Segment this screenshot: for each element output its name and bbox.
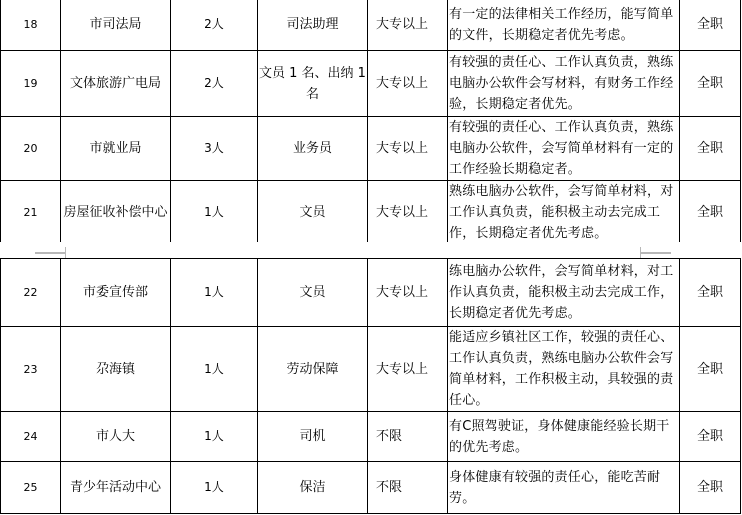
employment-type: 全职 bbox=[680, 327, 741, 412]
unit-name: 市委宣传部 bbox=[61, 259, 171, 327]
row-number: 22 bbox=[1, 259, 61, 327]
table-row bbox=[1, 462, 741, 514]
unit-name: 青少年活动中心 bbox=[61, 462, 171, 514]
job-table-part1 bbox=[0, 0, 741, 245]
employment-type: 全职 bbox=[680, 181, 741, 245]
table-row bbox=[1, 412, 741, 462]
job-requirement: 身体健康有较强的责任心，能吃苦耐劳。 bbox=[448, 462, 680, 514]
education-req: 大专以上 bbox=[368, 51, 448, 117]
headcount: 1人 bbox=[171, 181, 258, 245]
position-title: 文员 1 名、出纳 1 名 bbox=[258, 51, 368, 117]
position-title: 保洁 bbox=[258, 462, 368, 514]
page-break bbox=[0, 242, 742, 258]
unit-name: 房屋征收补偿中心 bbox=[61, 181, 171, 245]
employment-type: 全职 bbox=[680, 412, 741, 462]
row-number: 21 bbox=[1, 181, 61, 245]
position-title: 劳动保障 bbox=[258, 327, 368, 412]
position-title: 业务员 bbox=[258, 117, 368, 181]
employment-type: 全职 bbox=[680, 259, 741, 327]
row-number: 23 bbox=[1, 327, 61, 412]
employment-type: 全职 bbox=[680, 117, 741, 181]
unit-name: 市人大 bbox=[61, 412, 171, 462]
employment-type: 全职 bbox=[680, 462, 741, 514]
education-req: 大专以上 bbox=[368, 117, 448, 181]
position-title: 司法助理 bbox=[258, 0, 368, 51]
headcount: 1人 bbox=[171, 462, 258, 514]
job-table-part2 bbox=[0, 258, 741, 514]
job-requirement: 熟练电脑办公软件，会写简单材料，对工作认真负责，能积极主动去完成工作，长期稳定者优先考虑。 bbox=[448, 181, 680, 245]
position-title: 司机 bbox=[258, 412, 368, 462]
employment-type: 全职 bbox=[680, 0, 741, 51]
headcount: 2人 bbox=[171, 0, 258, 51]
employment-type: 全职 bbox=[680, 51, 741, 117]
headcount: 3人 bbox=[171, 117, 258, 181]
unit-name: 市司法局 bbox=[61, 0, 171, 51]
headcount: 1人 bbox=[171, 412, 258, 462]
table-row bbox=[1, 117, 741, 181]
row-number: 24 bbox=[1, 412, 61, 462]
job-requirement: 有较强的责任心、工作认真负责，熟练电脑办公软件，会写简单材料有一定的工作经验长期稳定者。 bbox=[448, 117, 680, 181]
table-row bbox=[1, 51, 741, 117]
headcount: 1人 bbox=[171, 259, 258, 327]
row-number: 19 bbox=[1, 51, 61, 117]
education-req: 大专以上 bbox=[368, 259, 448, 327]
position-title: 文员 bbox=[258, 259, 368, 327]
job-requirement: 有较强的责任心、工作认真负责，熟练电脑办公软件会写材料，有财务工作经验，长期稳定者优先。 bbox=[448, 51, 680, 117]
job-requirement: 练电脑办公软件，会写简单材料，对工作认真负责，能积极主动去完成工作，长期稳定者优先考虑。 bbox=[448, 259, 680, 327]
unit-name: 市就业局 bbox=[61, 117, 171, 181]
unit-name: 尕海镇 bbox=[61, 327, 171, 412]
table-row bbox=[1, 181, 741, 245]
table-row bbox=[1, 259, 741, 327]
unit-name: 文体旅游广电局 bbox=[61, 51, 171, 117]
education-req: 不限 bbox=[368, 462, 448, 514]
education-req: 大专以上 bbox=[368, 0, 448, 51]
job-requirement: 能适应乡镇社区工作，较强的责任心、工作认真负责，熟练电脑办公软件会写简单材料，工作积极主动，具较强的责任心。 bbox=[448, 327, 680, 412]
row-number: 18 bbox=[1, 0, 61, 51]
table-row bbox=[1, 327, 741, 412]
headcount: 1人 bbox=[171, 327, 258, 412]
row-number: 20 bbox=[1, 117, 61, 181]
job-requirement: 有C照驾驶证，身体健康能经验长期干的优先考虑。 bbox=[448, 412, 680, 462]
job-requirement: 有一定的法律相关工作经历，能写简单的文件，长期稳定者优先考虑。 bbox=[448, 0, 680, 51]
education-req: 大专以上 bbox=[368, 181, 448, 245]
table-row bbox=[1, 0, 741, 51]
position-title: 文员 bbox=[258, 181, 368, 245]
education-req: 大专以上 bbox=[368, 327, 448, 412]
education-req: 不限 bbox=[368, 412, 448, 462]
row-number: 25 bbox=[1, 462, 61, 514]
headcount: 2人 bbox=[171, 51, 258, 117]
